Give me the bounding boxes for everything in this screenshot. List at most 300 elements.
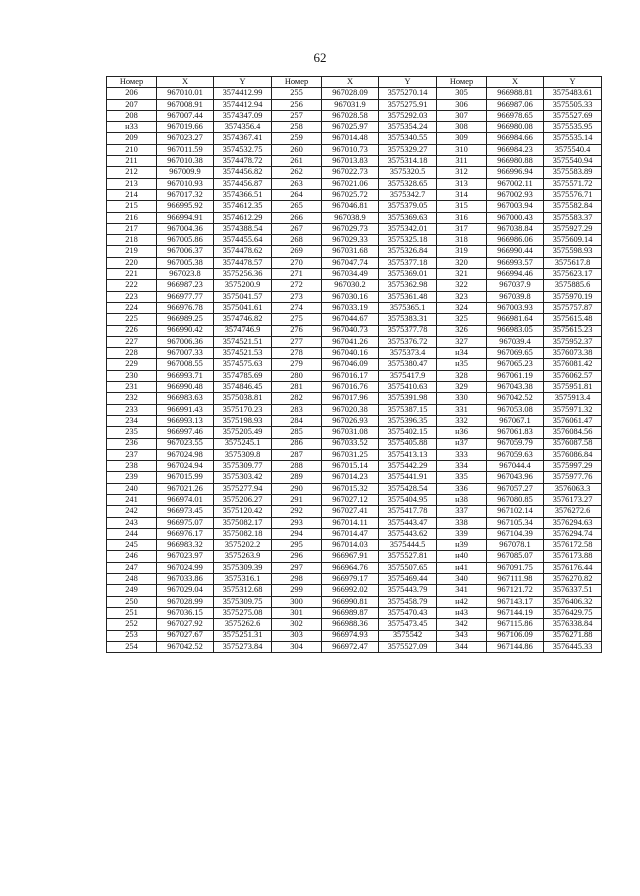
x-coordinate-cell: 967010.73 [322,144,379,155]
y-coordinate-cell: 3575617.8 [544,257,602,268]
point-number-cell: 220 [107,257,157,268]
point-number-cell: 325 [437,314,487,325]
x-coordinate-cell: 967005.38 [157,257,214,268]
x-coordinate-cell: 966993.71 [157,370,214,381]
y-coordinate-cell: 3575380.47 [379,359,437,370]
point-number-cell: 295 [272,540,322,551]
table-row [107,404,602,415]
point-number-cell: 239 [107,472,157,483]
header-y: Y [214,77,272,88]
x-coordinate-cell: 966983.32 [157,540,214,551]
x-coordinate-cell: 967031.9 [322,99,379,110]
x-coordinate-cell: 967043.96 [487,472,544,483]
x-coordinate-cell: 967046.81 [322,201,379,212]
y-coordinate-cell: 3575245.1 [214,438,272,449]
point-number-cell: 280 [272,370,322,381]
x-coordinate-cell: 967028.09 [322,88,379,99]
y-coordinate-cell: 3575913.4 [544,393,602,404]
table-row [107,302,602,313]
table-row [107,574,602,585]
x-coordinate-cell: 966988.36 [322,619,379,630]
point-number-cell: 327 [437,336,487,347]
x-coordinate-cell: 967026.93 [322,415,379,426]
table-row [107,540,602,551]
table-row [107,517,602,528]
x-coordinate-cell: 967059.79 [487,438,544,449]
x-coordinate-cell: 966972.47 [322,641,379,652]
y-coordinate-cell: 3574478.72 [214,156,272,167]
x-coordinate-cell: 967017.32 [157,189,214,200]
x-coordinate-cell: 967003.93 [487,302,544,313]
y-coordinate-cell: 3575373.4 [379,348,437,359]
table-row [107,144,602,155]
point-number-cell: 332 [437,415,487,426]
point-number-cell: 235 [107,427,157,438]
x-coordinate-cell: 967106.09 [487,630,544,641]
x-coordinate-cell: 967053.08 [487,404,544,415]
point-number-cell: 230 [107,370,157,381]
x-coordinate-cell: 967009.9 [157,167,214,178]
y-coordinate-cell: 3575469.44 [379,574,437,585]
table-row [107,314,602,325]
y-coordinate-cell: 3575443.79 [379,585,437,596]
table-row [107,280,602,291]
x-coordinate-cell: 966995.92 [157,201,214,212]
table-row [107,325,602,336]
table-row [107,223,602,234]
x-coordinate-cell: 966984.66 [487,133,544,144]
point-number-cell: 217 [107,223,157,234]
x-coordinate-cell: 966990.81 [322,596,379,607]
y-coordinate-cell: 3575262.6 [214,619,272,630]
x-coordinate-cell: 967015.14 [322,461,379,472]
table-row [107,99,602,110]
point-number-cell: 210 [107,144,157,155]
x-coordinate-cell: 967017.96 [322,393,379,404]
point-number-cell: 283 [272,404,322,415]
y-coordinate-cell: 3575527.81 [379,551,437,562]
y-coordinate-cell: 3576073.38 [544,348,602,359]
x-coordinate-cell: 967067.1 [487,415,544,426]
x-coordinate-cell: 967021.26 [157,483,214,494]
point-number-cell: 233 [107,404,157,415]
y-coordinate-cell: 3574356.4 [214,122,272,133]
x-coordinate-cell: 966967.91 [322,551,379,562]
x-coordinate-cell: 967042.52 [487,393,544,404]
x-coordinate-cell: 966994.91 [157,212,214,223]
y-coordinate-cell: 3575417.9 [379,370,437,381]
y-coordinate-cell: 3576337.51 [544,585,602,596]
x-coordinate-cell: 967020.38 [322,404,379,415]
point-number-cell: 242 [107,506,157,517]
point-number-cell: 213 [107,178,157,189]
y-coordinate-cell: 3575275.08 [214,607,272,618]
x-coordinate-cell: 966986.06 [487,235,544,246]
y-coordinate-cell: 3575342.01 [379,223,437,234]
point-number-cell: 279 [272,359,322,370]
x-coordinate-cell: 966989.87 [322,607,379,618]
point-number-cell: н36 [437,427,487,438]
x-coordinate-cell: 966980.08 [487,122,544,133]
x-coordinate-cell: 966964.76 [322,562,379,573]
x-coordinate-cell: 966993.57 [487,257,544,268]
point-number-cell: 226 [107,325,157,336]
y-coordinate-cell: 3574746.82 [214,314,272,325]
header-number: Номер [107,77,157,88]
y-coordinate-cell: 3574785.69 [214,370,272,381]
point-number-cell: 270 [272,257,322,268]
point-number-cell: н35 [437,359,487,370]
x-coordinate-cell: 967121.72 [487,585,544,596]
x-coordinate-cell: 967044.67 [322,314,379,325]
point-number-cell: 319 [437,246,487,257]
table-body [107,88,602,653]
x-coordinate-cell: 967008.55 [157,359,214,370]
y-coordinate-cell: 3575120.42 [214,506,272,517]
table-row [107,596,602,607]
y-coordinate-cell: 3575251.31 [214,630,272,641]
point-number-cell: 343 [437,630,487,641]
point-number-cell: 315 [437,201,487,212]
x-coordinate-cell: 967023.8 [157,269,214,280]
header-y: Y [544,77,602,88]
x-coordinate-cell: 967011.59 [157,144,214,155]
y-coordinate-cell: 3575202.2 [214,540,272,551]
x-coordinate-cell: 966975.07 [157,517,214,528]
y-coordinate-cell: 3576061.47 [544,415,602,426]
x-coordinate-cell: 967016.76 [322,382,379,393]
y-coordinate-cell: 3575354.24 [379,122,437,133]
table-row [107,551,602,562]
point-number-cell: 304 [272,641,322,652]
table-row [107,472,602,483]
y-coordinate-cell: 3575470.43 [379,607,437,618]
x-coordinate-cell: 967019.66 [157,122,214,133]
point-number-cell: 308 [437,122,487,133]
x-coordinate-cell: 967002.93 [487,189,544,200]
point-number-cell: 244 [107,528,157,539]
y-coordinate-cell: 3575505.33 [544,99,602,110]
table-row [107,630,602,641]
x-coordinate-cell: 966997.46 [157,427,214,438]
x-coordinate-cell: 966983.05 [487,325,544,336]
x-coordinate-cell: 967085.07 [487,551,544,562]
point-number-cell: 269 [272,246,322,257]
table-row [107,483,602,494]
x-coordinate-cell: 966980.88 [487,156,544,167]
x-coordinate-cell: 967025.72 [322,189,379,200]
x-coordinate-cell: 966991.43 [157,404,214,415]
point-number-cell: 342 [437,619,487,630]
point-number-cell: 289 [272,472,322,483]
x-coordinate-cell: 967038.84 [487,223,544,234]
table-row [107,201,602,212]
x-coordinate-cell: 967024.94 [157,461,214,472]
y-coordinate-cell: 3575369.01 [379,269,437,280]
point-number-cell: 258 [272,122,322,133]
y-coordinate-cell: 3574455.64 [214,235,272,246]
y-coordinate-cell: 3575971.32 [544,404,602,415]
y-coordinate-cell: 3575309.77 [214,461,272,472]
y-coordinate-cell: 3575377.18 [379,257,437,268]
y-coordinate-cell: 3575041.61 [214,302,272,313]
point-number-cell: 287 [272,449,322,460]
point-number-cell: н38 [437,494,487,505]
point-number-cell: 250 [107,596,157,607]
x-coordinate-cell: 967105.34 [487,517,544,528]
x-coordinate-cell: 967039.8 [487,291,544,302]
table-row [107,189,602,200]
table-row [107,641,602,652]
y-coordinate-cell: 3575542 [379,630,437,641]
y-coordinate-cell: 3574846.45 [214,382,272,393]
point-number-cell: 294 [272,528,322,539]
point-number-cell: 337 [437,506,487,517]
point-number-cell: 232 [107,393,157,404]
point-number-cell: 224 [107,302,157,313]
point-number-cell: 255 [272,88,322,99]
point-number-cell: 262 [272,167,322,178]
point-number-cell: 275 [272,314,322,325]
table-row [107,506,602,517]
y-coordinate-cell: 3575200.9 [214,280,272,291]
x-coordinate-cell: 967043.38 [487,382,544,393]
y-coordinate-cell: 3575270.14 [379,88,437,99]
x-coordinate-cell: 967029.04 [157,585,214,596]
y-coordinate-cell: 3575263.9 [214,551,272,562]
point-number-cell: н43 [437,607,487,618]
point-number-cell: 318 [437,235,487,246]
table-row [107,156,602,167]
x-coordinate-cell: 967013.83 [322,156,379,167]
point-number-cell: 321 [437,269,487,280]
y-coordinate-cell: 3576271.88 [544,630,602,641]
point-number-cell: 314 [437,189,487,200]
header-x: X [322,77,379,88]
x-coordinate-cell: 966983.63 [157,393,214,404]
x-coordinate-cell: 967027.67 [157,630,214,641]
y-coordinate-cell: 3575379.05 [379,201,437,212]
x-coordinate-cell: 966979.17 [322,574,379,585]
y-coordinate-cell: 3574521.51 [214,336,272,347]
y-coordinate-cell: 3575927.29 [544,223,602,234]
y-coordinate-cell: 3575273.84 [214,641,272,652]
x-coordinate-cell: 966987.06 [487,99,544,110]
y-coordinate-cell: 3575328.65 [379,178,437,189]
x-coordinate-cell: 966977.77 [157,291,214,302]
x-coordinate-cell: 967033.86 [157,574,214,585]
y-coordinate-cell: 3575340.55 [379,133,437,144]
x-coordinate-cell: 967078.1 [487,540,544,551]
table-row [107,257,602,268]
x-coordinate-cell: 967014.23 [322,472,379,483]
x-coordinate-cell: 966993.13 [157,415,214,426]
header-x: X [157,77,214,88]
table-row [107,178,602,189]
x-coordinate-cell: 967029.33 [322,235,379,246]
y-coordinate-cell: 3575443.47 [379,517,437,528]
y-coordinate-cell: 3575309.75 [214,596,272,607]
point-number-cell: 272 [272,280,322,291]
header-x: X [487,77,544,88]
x-coordinate-cell: 967080.85 [487,494,544,505]
x-coordinate-cell: 967002.11 [487,178,544,189]
y-coordinate-cell: 3575362.98 [379,280,437,291]
y-coordinate-cell: 3575609.14 [544,235,602,246]
x-coordinate-cell: 967015.99 [157,472,214,483]
y-coordinate-cell: 3574347.09 [214,110,272,121]
x-coordinate-cell: 966978.65 [487,110,544,121]
x-coordinate-cell: 967010.38 [157,156,214,167]
y-coordinate-cell: 3575458.79 [379,596,437,607]
y-coordinate-cell: 3575757.87 [544,302,602,313]
x-coordinate-cell: 967031.08 [322,427,379,438]
y-coordinate-cell: 3575206.27 [214,494,272,505]
x-coordinate-cell: 967031.68 [322,246,379,257]
y-coordinate-cell: 3575316.1 [214,574,272,585]
y-coordinate-cell: 3576172.58 [544,540,602,551]
point-number-cell: 338 [437,517,487,528]
x-coordinate-cell: 967000.43 [487,212,544,223]
y-coordinate-cell: 3576173.88 [544,551,602,562]
y-coordinate-cell: 3576081.42 [544,359,602,370]
table-row [107,348,602,359]
table-row [107,427,602,438]
point-number-cell: 248 [107,574,157,585]
y-coordinate-cell: 3575535.14 [544,133,602,144]
y-coordinate-cell: 3575951.81 [544,382,602,393]
point-number-cell: н34 [437,348,487,359]
y-coordinate-cell: 3575527.69 [544,110,602,121]
point-number-cell: 245 [107,540,157,551]
point-number-cell: 225 [107,314,157,325]
x-coordinate-cell: 967033.52 [322,438,379,449]
table-row [107,336,602,347]
y-coordinate-cell: 3575970.19 [544,291,602,302]
y-coordinate-cell: 3575483.61 [544,88,602,99]
table-row [107,133,602,144]
point-number-cell: 208 [107,110,157,121]
x-coordinate-cell: 967028.58 [322,110,379,121]
point-number-cell: 302 [272,619,322,630]
x-coordinate-cell: 967030.2 [322,280,379,291]
y-coordinate-cell: 3574456.87 [214,178,272,189]
point-number-cell: 268 [272,235,322,246]
point-number-cell: н33 [107,122,157,133]
table-row [107,246,602,257]
point-number-cell: 281 [272,382,322,393]
y-coordinate-cell: 3575885.6 [544,280,602,291]
point-number-cell: 265 [272,201,322,212]
x-coordinate-cell: 967014.47 [322,528,379,539]
x-coordinate-cell: 967007.44 [157,110,214,121]
table-row [107,212,602,223]
point-number-cell: 238 [107,461,157,472]
x-coordinate-cell: 967059.63 [487,449,544,460]
x-coordinate-cell: 967016.17 [322,370,379,381]
y-coordinate-cell: 3575361.48 [379,291,437,302]
x-coordinate-cell: 967008.91 [157,99,214,110]
table-row [107,494,602,505]
y-coordinate-cell: 3576084.56 [544,427,602,438]
point-number-cell: 273 [272,291,322,302]
x-coordinate-cell: 967027.92 [157,619,214,630]
y-coordinate-cell: 3575376.72 [379,336,437,347]
x-coordinate-cell: 967023.55 [157,438,214,449]
y-coordinate-cell: 3575391.98 [379,393,437,404]
y-coordinate-cell: 3575952.37 [544,336,602,347]
y-coordinate-cell: 3575615.23 [544,325,602,336]
point-number-cell: 282 [272,393,322,404]
x-coordinate-cell: 967014.48 [322,133,379,144]
point-number-cell: 241 [107,494,157,505]
point-number-cell: 333 [437,449,487,460]
point-number-cell: 293 [272,517,322,528]
point-number-cell: 290 [272,483,322,494]
table-row [107,88,602,99]
x-coordinate-cell: 967014.11 [322,517,379,528]
table-row [107,449,602,460]
x-coordinate-cell: 967042.52 [157,641,214,652]
point-number-cell: 297 [272,562,322,573]
x-coordinate-cell: 967144.86 [487,641,544,652]
y-coordinate-cell: 3575256.36 [214,269,272,280]
y-coordinate-cell: 3575582.84 [544,201,602,212]
point-number-cell: 285 [272,427,322,438]
point-number-cell: 300 [272,596,322,607]
x-coordinate-cell: 966973.45 [157,506,214,517]
point-number-cell: 298 [272,574,322,585]
point-number-cell: 253 [107,630,157,641]
y-coordinate-cell: 3575082.17 [214,517,272,528]
x-coordinate-cell: 967004.36 [157,223,214,234]
point-number-cell: 271 [272,269,322,280]
x-coordinate-cell: 967037.9 [487,280,544,291]
point-number-cell: 216 [107,212,157,223]
y-coordinate-cell: 3575443.62 [379,528,437,539]
point-number-cell: 219 [107,246,157,257]
point-number-cell: 278 [272,348,322,359]
point-number-cell: 341 [437,585,487,596]
point-number-cell: 323 [437,291,487,302]
y-coordinate-cell: 3575303.42 [214,472,272,483]
y-coordinate-cell: 3575444.5 [379,540,437,551]
point-number-cell: 336 [437,483,487,494]
x-coordinate-cell: 967007.33 [157,348,214,359]
x-coordinate-cell: 966990.42 [157,325,214,336]
y-coordinate-cell: 3575326.84 [379,246,437,257]
y-coordinate-cell: 3575314.18 [379,156,437,167]
point-number-cell: 277 [272,336,322,347]
y-coordinate-cell: 3575527.09 [379,641,437,652]
point-number-cell: 317 [437,223,487,234]
y-coordinate-cell: 3574388.54 [214,223,272,234]
y-coordinate-cell: 3575387.15 [379,404,437,415]
x-coordinate-cell: 966981.64 [487,314,544,325]
y-coordinate-cell: 3575205.49 [214,427,272,438]
y-coordinate-cell: 3576445.33 [544,641,602,652]
x-coordinate-cell: 967021.06 [322,178,379,189]
point-number-cell: 264 [272,189,322,200]
x-coordinate-cell: 967044.4 [487,461,544,472]
point-number-cell: 240 [107,483,157,494]
y-coordinate-cell: 3575583.89 [544,167,602,178]
y-coordinate-cell: 3576270.82 [544,574,602,585]
x-coordinate-cell: 966974.93 [322,630,379,641]
y-coordinate-cell: 3575383.31 [379,314,437,325]
x-coordinate-cell: 967040.73 [322,325,379,336]
y-coordinate-cell: 3574478.57 [214,257,272,268]
